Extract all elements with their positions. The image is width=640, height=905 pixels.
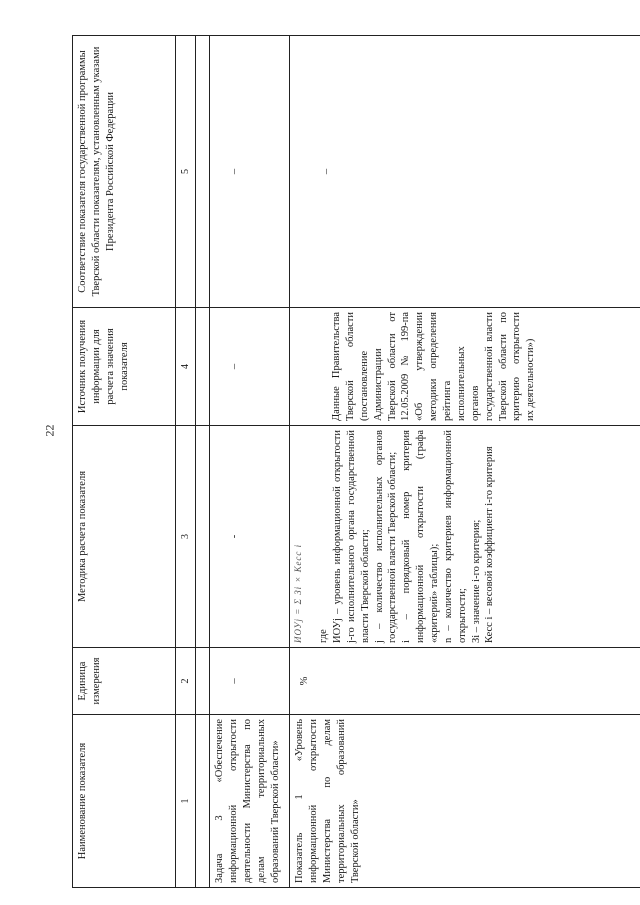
method-line: где	[318, 629, 330, 643]
task-row	[210, 36, 290, 888]
formula: ИОУj = Σ Зi × Кесс i	[293, 543, 304, 643]
spacer-row	[196, 36, 210, 888]
rotated-table-wrapper	[72, 36, 582, 888]
task-name: Задача 3 «Обеспечение информационной открытости деятельности Министерства по делам территориальных образований Тверской области»	[210, 715, 290, 888]
column-number: 5	[176, 36, 196, 308]
method-line: i – порядковый номер критерия информационной открытости (графа «критерий» таблицы);	[401, 430, 440, 643]
column-number: 2	[176, 648, 196, 715]
task-source: –	[210, 308, 290, 426]
header-source: Источник получения информации для расчета значения показателя	[73, 308, 176, 426]
spacer-cell	[196, 308, 210, 426]
spacer-cell	[196, 426, 210, 648]
header-name: Наименование показателя	[73, 715, 176, 888]
indicator-row	[290, 36, 640, 888]
indicator-unit: %	[290, 648, 640, 715]
method-line: ИОУj – уровень информационной открытости j-го исполнительного органа государственной власти Тверской области;	[331, 430, 371, 643]
method-line: j – количество исполнительных органов государственной власти Тверской области;	[373, 430, 399, 643]
indicator-name: Показатель 1 «Уровень информационной открытости Министерства по делам территориальных образований Тверской области»	[290, 715, 640, 888]
spacer-cell	[196, 36, 210, 308]
indicator-correspondence: –	[290, 36, 640, 308]
indicators-table	[72, 35, 640, 888]
method-line: Зi – значение i-го критерия;	[470, 519, 482, 643]
indicator-method	[290, 426, 640, 648]
task-method: -	[210, 426, 290, 648]
task-correspondence: –	[210, 36, 290, 308]
page-number: 22	[42, 424, 57, 437]
spacer-cell	[196, 648, 210, 715]
header-unit: Единица измерения	[73, 648, 176, 715]
header-correspondence: Соответствие показателя государственной программы Тверской области показателям, установленным указами Президента Российской Федерации	[73, 36, 176, 308]
task-unit: –	[210, 648, 290, 715]
column-number: 3	[176, 426, 196, 648]
header-row	[73, 36, 176, 888]
method-line: n – количество критериев информационной открытости;	[442, 430, 468, 643]
spacer-cell	[196, 715, 210, 888]
column-number: 4	[176, 308, 196, 426]
column-number-row	[176, 36, 196, 888]
column-number: 1	[176, 715, 196, 888]
indicator-source: Данные Правительства Тверской области (постановление Администрации Тверской области от 12.05.2009 № 199-па «Об утверждении методики определения рейтинга исполнительных органов государственной власти Тверской области по критерию открытости их деятельности»)	[290, 308, 640, 426]
header-method: Методика расчета показателя	[73, 426, 176, 648]
method-line: Кесс i – весовой коэффициент i-го критерия	[484, 446, 496, 643]
